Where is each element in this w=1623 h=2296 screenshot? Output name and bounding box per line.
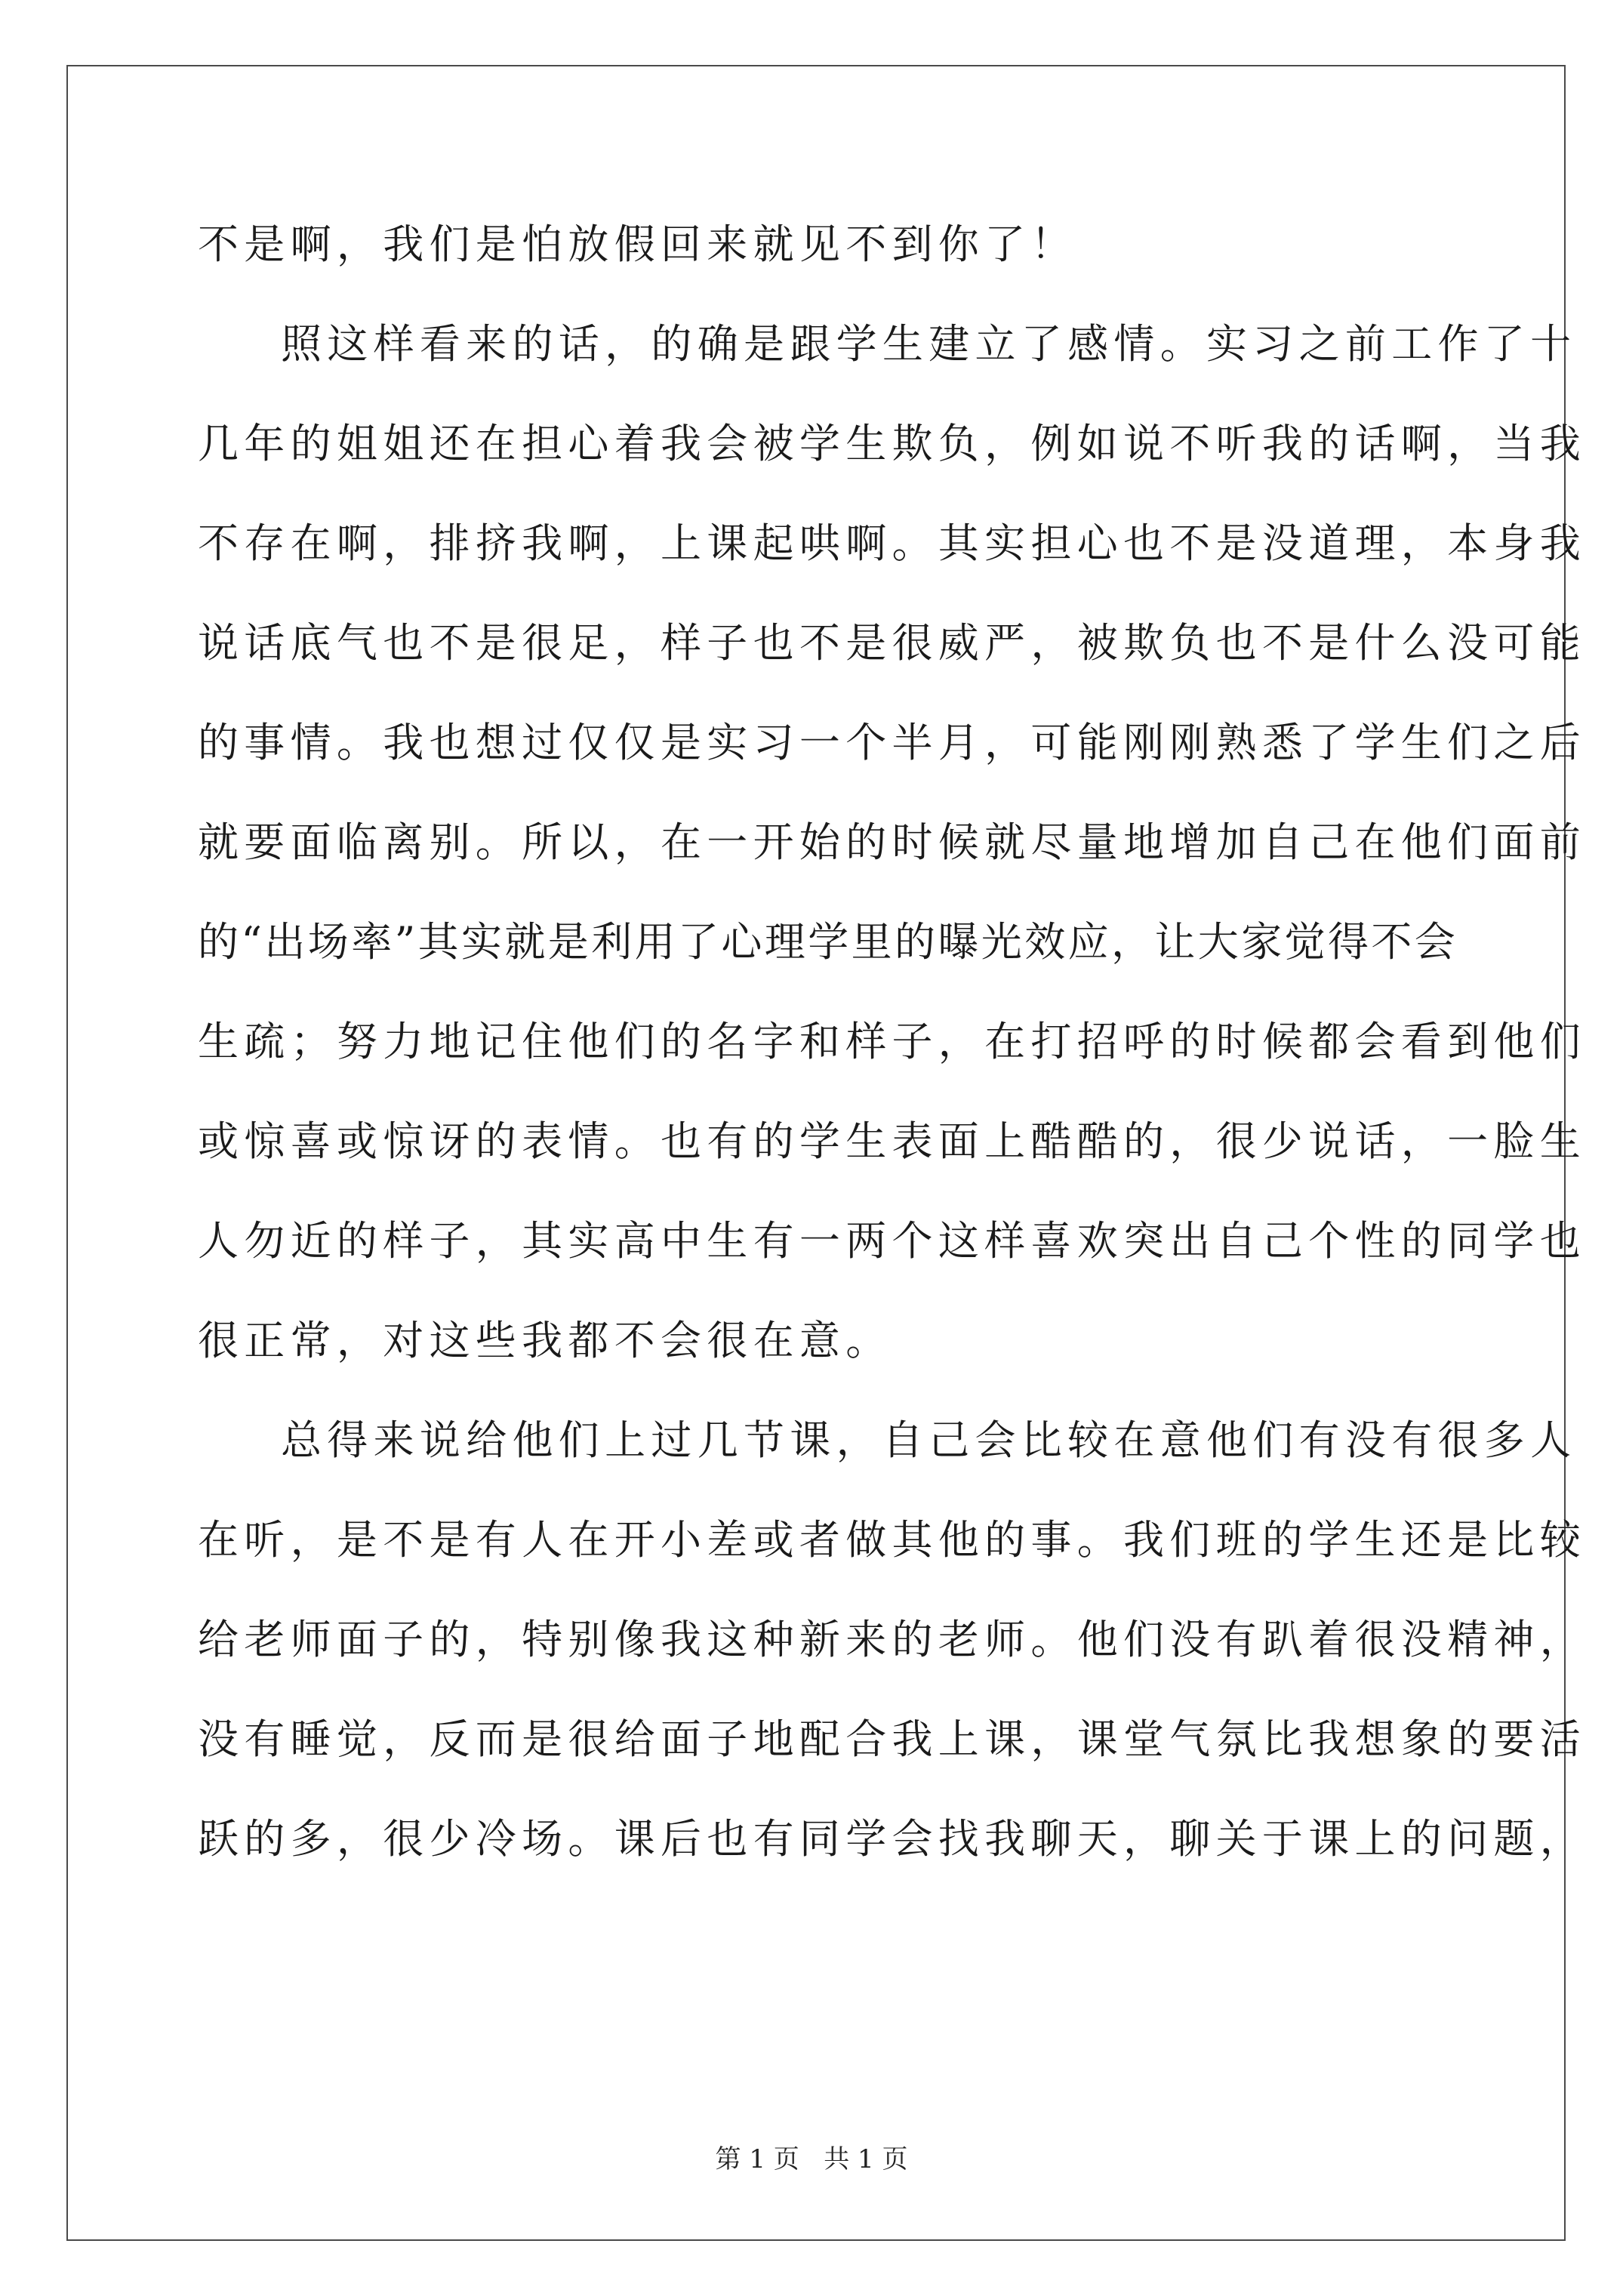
text-line: 的“出场率”其实就是利用了心理学里的曝光效应，让大家觉得不会 bbox=[198, 918, 1458, 966]
text-line: 生疏；努力地记住他们的名字和样子，在打招呼的时候都会看到他们 bbox=[198, 1018, 1586, 1065]
text-line: 跃的多，很少冷场。课后也有同学会找我聊天，聊关于课上的问题， bbox=[198, 1815, 1586, 1863]
text-line: 在听，是不是有人在开小差或者做其他的事。我们班的学生还是比较 bbox=[198, 1516, 1586, 1564]
page-number-footer: 第 1 页 共 1 页 bbox=[715, 2144, 908, 2174]
text-line: 就要面临离别。所以，在一开始的时候就尽量地增加自己在他们面前 bbox=[198, 818, 1586, 866]
text-line: 不是啊，我们是怕放假回来就见不到你了！ bbox=[198, 220, 1077, 268]
text-line: 说话底气也不是很足，样子也不是很威严，被欺负也不是什么没可能 bbox=[198, 619, 1586, 667]
body-text bbox=[198, 202, 1586, 1897]
paragraph-start-line: 总得来说给他们上过几节课，自己会比较在意他们有没有很多人 bbox=[281, 1416, 1577, 1464]
text-line: 没有睡觉，反而是很给面子地配合我上课，课堂气氛比我想象的要活 bbox=[198, 1715, 1586, 1763]
text-line: 人勿近的样子，其实高中生有一两个这样喜欢突出自己个性的同学也 bbox=[198, 1217, 1586, 1265]
text-line: 或惊喜或惊讶的表情。也有的学生表面上酷酷的，很少说话，一脸生 bbox=[198, 1117, 1586, 1165]
paragraph-start-line: 照这样看来的话，的确是跟学生建立了感情。实习之前工作了十 bbox=[281, 320, 1577, 368]
paragraph-end-line: 很正常，对这些我都不会很在意。 bbox=[198, 1317, 892, 1364]
text-line: 几年的姐姐还在担心着我会被学生欺负，例如说不听我的话啊，当我 bbox=[198, 420, 1586, 467]
text-line: 给老师面子的，特别像我这种新来的老师。他们没有趴着很没精神， bbox=[198, 1616, 1586, 1663]
text-line: 不存在啊，排挤我啊，上课起哄啊。其实担心也不是没道理，本身我 bbox=[198, 519, 1586, 567]
text-line: 的事情。我也想过仅仅是实习一个半月，可能刚刚熟悉了学生们之后 bbox=[198, 719, 1586, 766]
